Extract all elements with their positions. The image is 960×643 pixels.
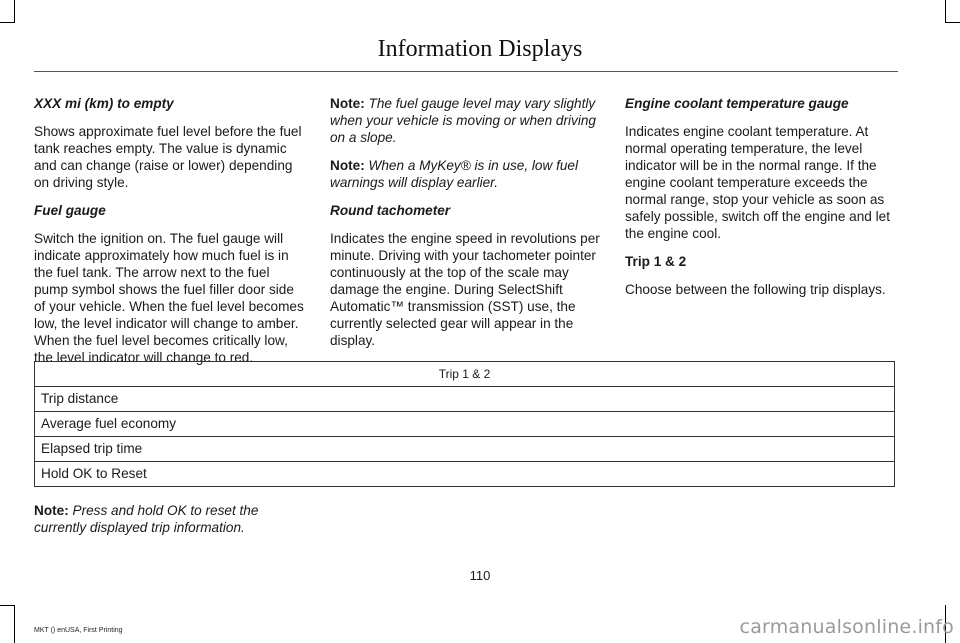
note-text: When a MyKey® is in use, low fuel warnings will display earlier. xyxy=(330,158,579,190)
crop-mark xyxy=(945,0,946,22)
edition-label: MKT () enUSA, First Printing xyxy=(34,627,123,634)
paragraph: Shows approximate fuel level before the fuel tank reaches empty. The value is dynamic and can change (raise or lower) depending on driving style. xyxy=(34,124,302,190)
crop-mark xyxy=(0,605,15,606)
table-row: Elapsed trip time xyxy=(35,436,894,461)
crop-mark xyxy=(0,22,15,23)
paragraph: Switch the ignition on. The fuel gauge will indicate approximately how much fuel is in the fuel tank. The arrow next to the fuel pump symbol shows the fuel filler door side of your vehicle. When the fuel level becomes low, the level indicator will change to amber. When the fuel level becomes critically low, the level indicator will change to red. xyxy=(34,231,304,365)
note-text: The fuel gauge level may vary slightly when your vehicle is moving or when driving on a slope. xyxy=(330,96,596,145)
table-header: Trip 1 & 2 xyxy=(438,367,491,381)
left-column xyxy=(34,95,304,377)
paragraph: Indicates engine coolant temperature. At normal operating temperature, the level indicator will be in the normal range. If the engine coolant temperature exceeds the normal range, stop your vehicle as soon as safely possible, switch off the engine and let the engine cool. xyxy=(625,124,890,241)
note xyxy=(34,502,304,536)
note-text: Press and hold OK to reset the currently displayed trip information. xyxy=(34,503,259,535)
crop-mark xyxy=(945,22,960,23)
subheading: Trip 1 & 2 xyxy=(625,254,687,269)
section-heading: Round tachometer xyxy=(330,203,451,218)
trip-table xyxy=(34,361,895,487)
crop-mark xyxy=(14,0,15,22)
crop-mark xyxy=(14,605,15,643)
section-heading: XXX mi (km) to empty xyxy=(34,96,174,111)
watermark: carmanualsonline.info xyxy=(739,616,954,638)
note xyxy=(330,157,600,191)
note xyxy=(330,95,600,146)
paragraph: Indicates the engine speed in revolutions per minute. Driving with your tachometer pointer continuously at the top of the scale may damage the engine. During SelectShift Automatic™ transmission (SST) use, the currently selected gear will appear in the display. xyxy=(330,231,600,348)
middle-column xyxy=(330,95,600,360)
page-title: Information Displays xyxy=(377,36,583,62)
note-label: Note: xyxy=(330,96,365,111)
section-heading: Fuel gauge xyxy=(34,203,106,218)
right-column xyxy=(625,95,895,309)
header-divider xyxy=(34,71,898,72)
note-label: Note: xyxy=(34,503,69,518)
table-row: Average fuel economy xyxy=(35,411,894,436)
note-label: Note: xyxy=(330,158,365,173)
table-row: Hold OK to Reset xyxy=(35,461,894,486)
table-row: Trip distance xyxy=(35,386,894,411)
section-heading: Engine coolant temperature gauge xyxy=(625,96,849,111)
page-number: 110 xyxy=(469,568,491,583)
paragraph: Choose between the following trip displays. xyxy=(625,282,886,297)
